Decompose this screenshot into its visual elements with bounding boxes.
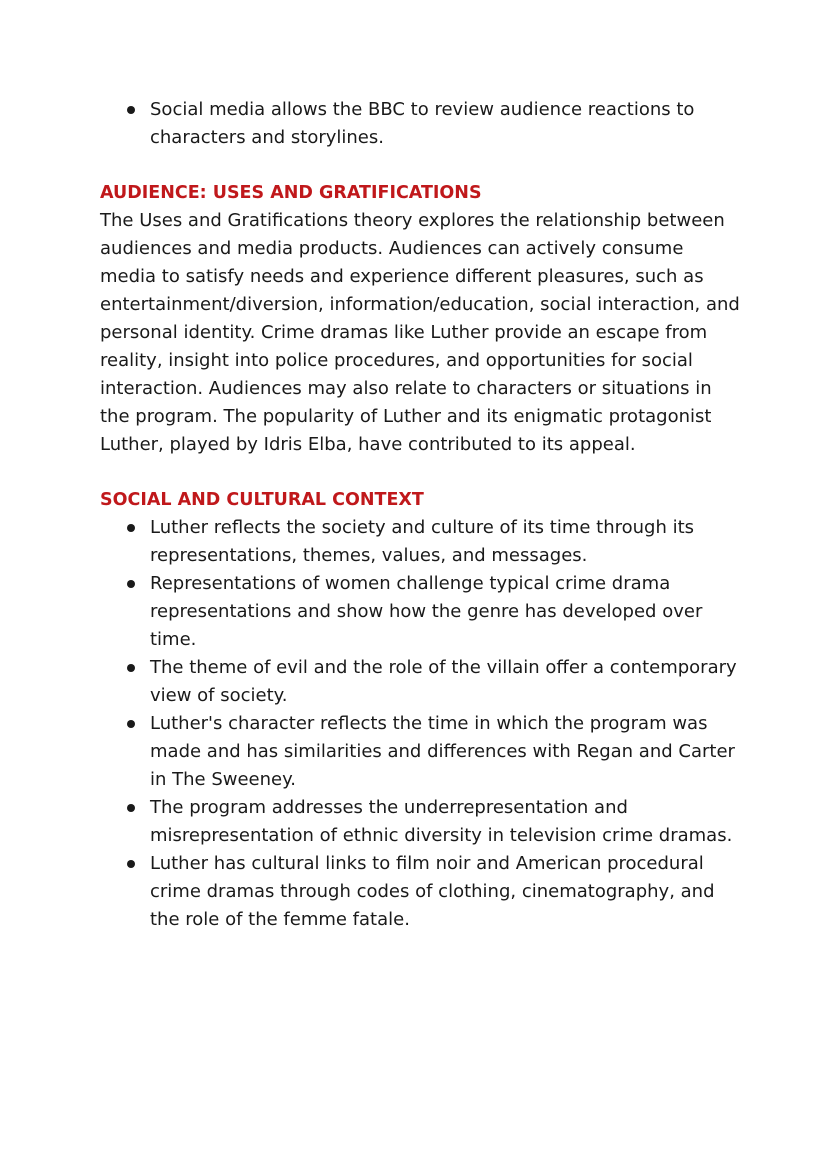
list-item: Social media allows the BBC to review audience reactions to characters and storylines. bbox=[150, 96, 740, 152]
context-bullet-list bbox=[100, 514, 740, 934]
document-page bbox=[100, 96, 740, 934]
list-item: The theme of evil and the role of the villain offer a contemporary view of society. bbox=[150, 654, 740, 710]
context-heading: SOCIAL AND CULTURAL CONTEXT bbox=[100, 490, 424, 510]
list-item: Luther's character reflects the time in which the program was made and has similarities and differences with Regan and Carter in The Sweeney. bbox=[150, 710, 740, 794]
audience-heading: AUDIENCE: USES AND GRATIFICATIONS bbox=[100, 183, 482, 203]
list-item: Luther has cultural links to film noir and American procedural crime dramas through codes of clothing, cinematography, and the role of the femme fatale. bbox=[150, 850, 740, 934]
list-item: The program addresses the underrepresentation and misrepresentation of ethnic diversity in television crime dramas. bbox=[150, 794, 740, 850]
top-bullet-list bbox=[100, 96, 740, 152]
audience-paragraph: The Uses and Gratifications theory explores the relationship between audiences and media products. Audiences can actively consume media to satisfy needs and experience different pleasures, such as entertainment/diversion, information/education, social interaction, and personal identity. Crime dramas like Luther provide an escape from reality, insight into police procedures, and opportunities for social interaction. Audiences may also relate to characters or situations in the program. The popularity of Luther and its enigmatic protagonist Luther, played by Idris Elba, have contributed to its appeal. bbox=[100, 210, 740, 455]
list-item: Luther reflects the society and culture of its time through its representations, themes, values, and messages. bbox=[150, 514, 740, 570]
list-item: Representations of women challenge typical crime drama representations and show how the genre has developed over time. bbox=[150, 570, 740, 654]
